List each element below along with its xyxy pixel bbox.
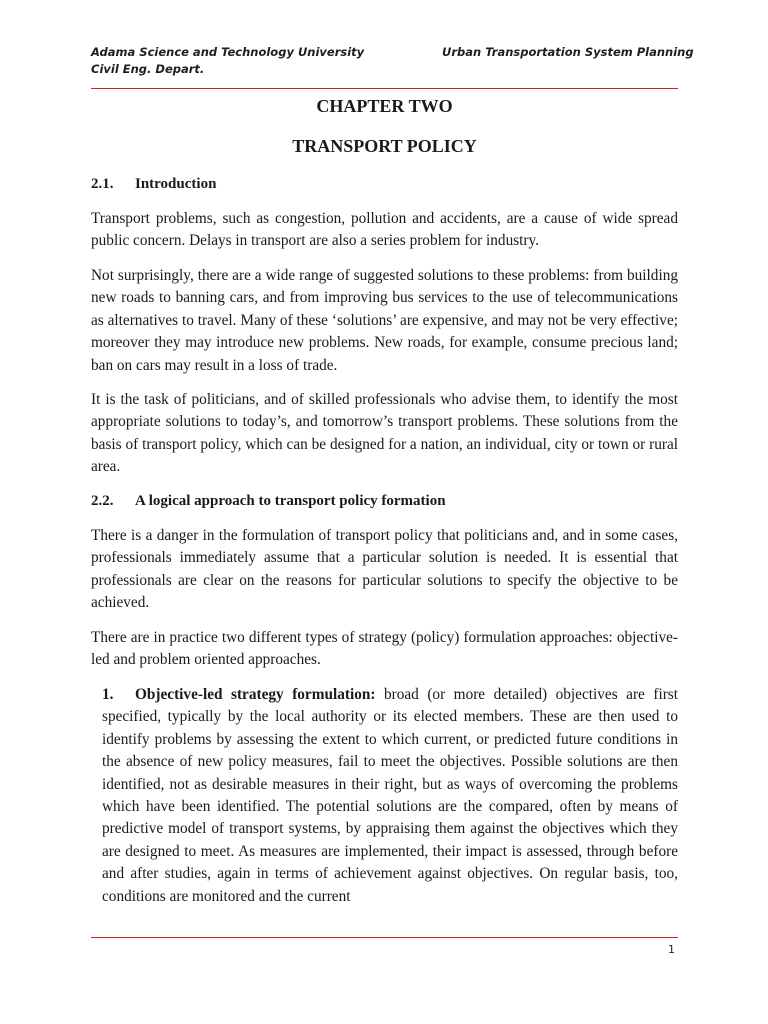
list-item-number: 1. [102, 686, 114, 703]
header-rule [91, 88, 678, 89]
list-item-lead: Objective-led strategy formulation: [135, 686, 376, 703]
paragraph-1: Transport problems, such as congestion, pollution and accidents, are a cause of wide spread public concern. Delays in transport are also a series problem for industry. [91, 210, 678, 250]
section-heading-2-1 [91, 173, 678, 195]
list-item-text: broad (or more detailed) objectives are first specified, typically by the local authority or its elected members. These are then used to identify problems by assessing the extent to which current, or predicted future conditions in the absence of new policy measures, fail to meet the objectives. Possible solutions are then identified, not as desirable measures in their right, but as ways of overcoming the problems which have been identified. The potential solutions are the compared, often by means of predictive model of transport systems, by appraising them against the objectives which they are designed to meet. As measures are implemented, their impact is assessed, through before and after studies, again in terms of achievement against objectives. On regular basis, too, conditions are monitored and the current [102, 686, 678, 905]
section-number: 2.1. [91, 176, 114, 192]
header-institution [91, 44, 364, 78]
paragraph-4: There is a danger in the formulation of transport policy that politicians and, and in some cases, professionals immediately assume that a particular solution is needed. It is essential that professionals are clear on the reasons for particular solutions to specify the objective to be achieved. [91, 527, 678, 612]
section-title: Introduction [135, 176, 217, 192]
section-number: 2.2. [91, 493, 114, 509]
paragraph-2: Not surprisingly, there are a wide range of suggested solutions to these problems: from building new roads to banning cars, and from improving bus services to the use of telecommunications as alternatives to travel. Many of these ‘solutions’ are expensive, and may not be very effective; moreover they may introduce new problems. New roads, for example, consume precious land; ban on cars may result in a loss of trade. [91, 267, 678, 374]
footer-rule [91, 937, 678, 938]
header-department: Civil Eng. Depart. [91, 62, 205, 76]
paragraph-5: There are in practice two different types of strategy (policy) formulation approaches: objective-led and problem oriented approaches. [91, 629, 678, 669]
list-item-objective-led [102, 684, 678, 908]
header-university: Adama Science and Technology University [91, 45, 365, 59]
page-number: 1 [668, 943, 675, 956]
paragraph-3: It is the task of politicians, and of skilled professionals who advise them, to identify the most appropriate solutions to today’s, and tomorrow’s transport problems. These solutions from the basis of transport policy, which can be designed for a nation, an individual, city or town or rural area. [91, 391, 678, 476]
header-course-title: Urban Transportation System Planning [442, 45, 694, 59]
chapter-subtitle: TRANSPORT POLICY [292, 136, 477, 156]
chapter-title: CHAPTER TWO [316, 96, 453, 116]
section-title: A logical approach to transport policy formation [135, 493, 446, 509]
section-heading-2-2 [91, 490, 678, 512]
